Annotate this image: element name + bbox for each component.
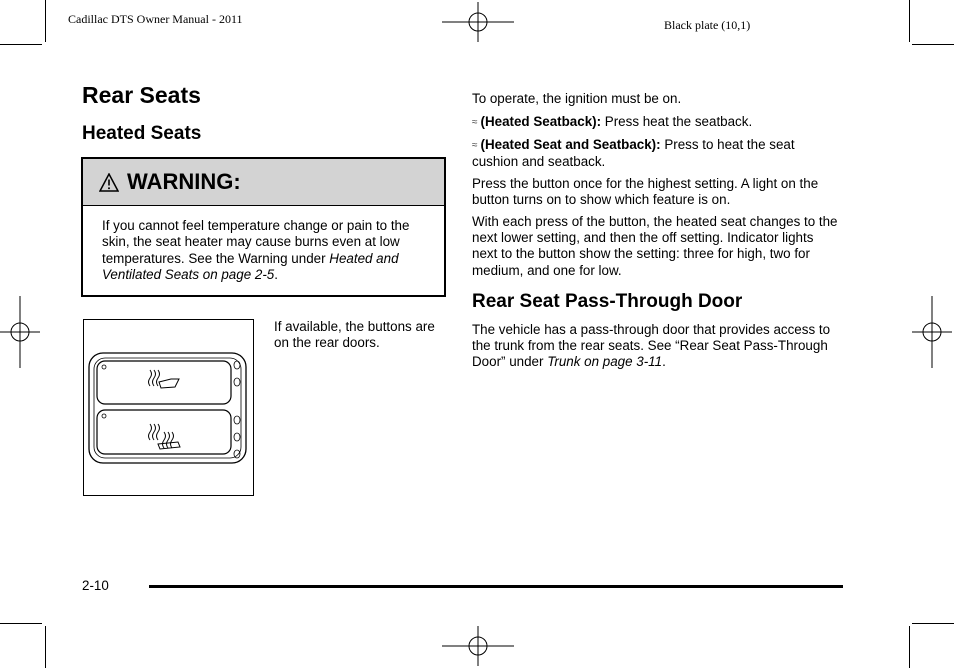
warning-header [83,159,444,206]
highest-setting-paragraph [472,176,842,208]
registration-mark-top [442,2,514,42]
door-buttons-illustration [84,320,253,495]
heated-seatback-paragraph [472,114,842,131]
heated-seatback-text: Press heat the seatback. [601,114,753,129]
heated-seats-heading: Heated Seats [82,123,202,144]
page-number: 2-10 [82,578,109,593]
header-manual-title: Cadillac DTS Owner Manual - 2011 [68,12,243,26]
heated-seat-seatback-paragraph [472,137,842,170]
footer-rule [149,585,843,588]
page-title: Rear Seats [82,82,201,108]
heated-seat-seatback-term: (Heated Seat and Seatback): [480,137,661,152]
warning-text-body: If you cannot feel temperature change or pain to the skin, the seat heater may cause burns even at low temperatures. See the Warning under [102,218,410,266]
trunk-reference: Trunk on page 3-11 [547,354,663,370]
figure-caption: If available, the buttons are on the rear doors. [274,319,435,351]
registration-mark-right [912,296,952,368]
registration-mark-left [0,296,40,368]
heated-seat-seatback-text: Press to heat the seat cushion and seatback. [472,137,795,170]
highest-setting-text: Press the button once for the highest setting. A light on the button turns on to show which feature is on. [472,176,819,208]
pass-through-heading: Rear Seat Pass-Through Door [472,291,743,312]
warning-text [83,206,444,284]
pass-through-text: The vehicle has a pass-through door that provides access to the trunk from the rear seats. See “Rear Seat Pass-Through Door” under [472,322,831,370]
heated-seatback-icon: ≈ [472,117,478,128]
heated-seatback-term: (Heated Seatback): [480,114,602,129]
heated-seat-and-seatback-icon: ≈ [472,140,478,151]
warning-text-end: . [274,267,278,283]
warning-box [81,157,446,297]
registration-mark-bottom [442,626,514,666]
pass-through-text-end: . [662,354,666,370]
warning-triangle-icon [99,173,119,192]
warning-reference: Heated and Ventilated Seats on page 2-5 [102,250,399,283]
ignition-text: To operate, the ignition must be on. [472,91,682,106]
settings-paragraph [472,214,842,279]
pass-through-paragraph [472,322,842,371]
door-buttons-figure [83,319,254,496]
settings-text: With each press of the button, the heated seat changes to the next lower setting, and then the off setting. Indicator lights next to the button show the setting: three for high, two for medium, and one for low. [472,214,838,278]
header-plate: Black plate (10,1) [664,18,751,32]
warning-label: WARNING: [127,169,241,194]
ignition-paragraph [472,91,842,107]
